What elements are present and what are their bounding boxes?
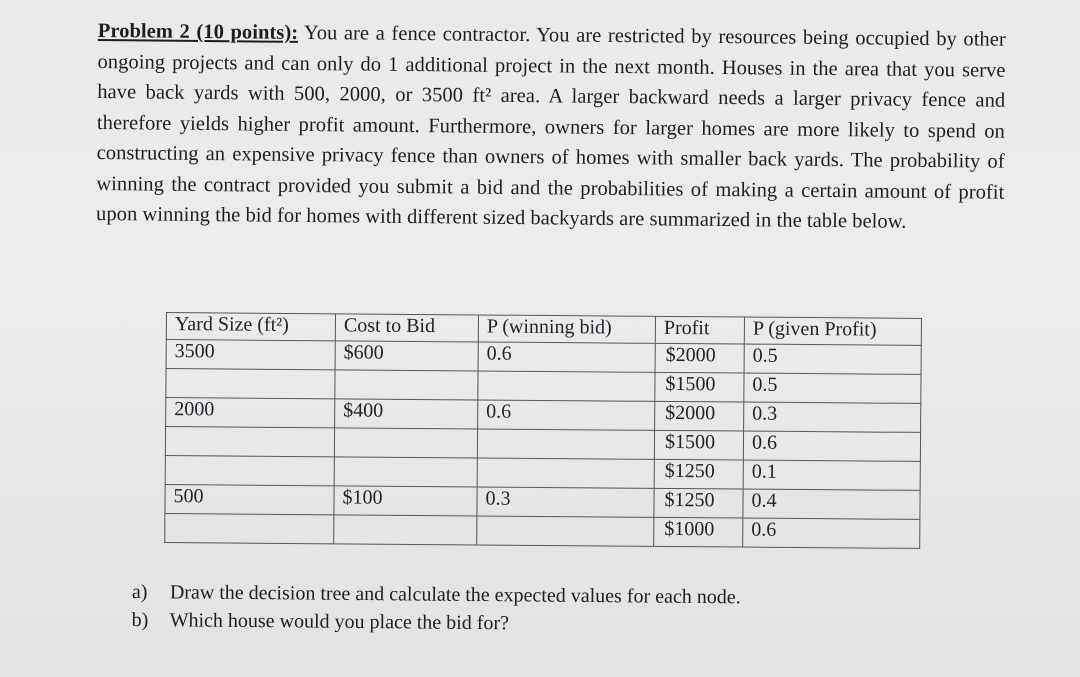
cell-p-given-profit: 0.6 bbox=[743, 518, 920, 548]
cell-cost-to-bid bbox=[334, 428, 477, 458]
col-header-profit: Profit bbox=[655, 316, 744, 344]
col-header-p-winning-bid: P (winning bid) bbox=[478, 315, 655, 343]
cell-p-given-profit: 0.1 bbox=[743, 460, 920, 490]
cell-p-given-profit: 0.3 bbox=[744, 402, 921, 432]
problem-statement bbox=[96, 16, 1006, 238]
cell-p-given-profit: 0.5 bbox=[744, 373, 921, 403]
problem-heading: Problem 2 (10 points): bbox=[97, 19, 299, 44]
cell-yard-size: 500 bbox=[165, 484, 334, 514]
cell-p-winning-bid: 0.6 bbox=[478, 400, 655, 430]
cell-p-winning-bid: 0.3 bbox=[477, 487, 654, 517]
cell-p-winning-bid bbox=[477, 458, 654, 488]
cell-profit: $2000 bbox=[655, 401, 744, 431]
cell-yard-size bbox=[165, 513, 334, 543]
cell-yard-size: 3500 bbox=[166, 340, 335, 370]
cell-cost-to-bid: $100 bbox=[334, 486, 477, 516]
cell-yard-size bbox=[165, 427, 334, 457]
cell-cost-to-bid bbox=[335, 370, 478, 400]
cell-cost-to-bid bbox=[334, 515, 477, 545]
problem-text: You are a fence contractor. You are restricted by resources being occupied by other ongoing projects and can only do 1 additional project in the next month. Houses in the area that you serve have back yards with 500, 2000, or 3500 ft² area. A larger backward needs a larger privacy fence and therefore yields higher profit amount. Furthermore, owners for larger homes are more likely to spend on constructing an expensive privacy fence than owners of homes with smaller back yards. The probability of winning the contract provided you submit a bid and the probabilities of making a certain amount of profit upon winning the bid for homes with different sized backyards are summarized in the table below. bbox=[95, 21, 1006, 233]
cell-yard-size bbox=[165, 455, 334, 485]
cell-p-given-profit: 0.6 bbox=[743, 431, 920, 461]
col-header-cost-to-bid: Cost to Bid bbox=[335, 314, 478, 342]
question-item bbox=[132, 606, 741, 639]
cell-p-winning-bid: 0.6 bbox=[478, 342, 655, 372]
cell-yard-size bbox=[166, 369, 335, 399]
cell-profit: $2000 bbox=[655, 343, 744, 373]
question-letter: a) bbox=[131, 580, 148, 604]
yard-probability-table bbox=[164, 312, 922, 549]
cell-profit: $1000 bbox=[654, 517, 743, 547]
cell-p-given-profit: 0.5 bbox=[744, 344, 921, 374]
cell-profit: $1250 bbox=[654, 459, 743, 489]
cell-p-winning-bid bbox=[478, 371, 655, 401]
cell-p-given-profit: 0.4 bbox=[743, 489, 920, 519]
question-list bbox=[132, 578, 741, 639]
question-text: Which house would you place the bid for? bbox=[169, 609, 510, 635]
col-header-p-given-profit: P (given Profit) bbox=[744, 317, 921, 345]
table-row bbox=[165, 513, 920, 548]
question-letter: b) bbox=[131, 608, 149, 632]
cell-yard-size: 2000 bbox=[166, 398, 335, 428]
cell-profit: $1250 bbox=[654, 488, 743, 518]
question-text: Draw the decision tree and calculate the expected values for each node. bbox=[169, 581, 741, 609]
col-header-yard-size: Yard Size (ft²) bbox=[166, 313, 335, 341]
cell-p-winning-bid bbox=[477, 516, 654, 546]
cell-cost-to-bid bbox=[334, 457, 477, 487]
cell-cost-to-bid: $600 bbox=[335, 341, 478, 371]
cell-profit: $1500 bbox=[654, 430, 743, 460]
data-table-container bbox=[164, 312, 922, 549]
cell-p-winning-bid bbox=[477, 429, 654, 459]
cell-cost-to-bid: $400 bbox=[335, 399, 478, 429]
cell-profit: $1500 bbox=[655, 372, 744, 402]
